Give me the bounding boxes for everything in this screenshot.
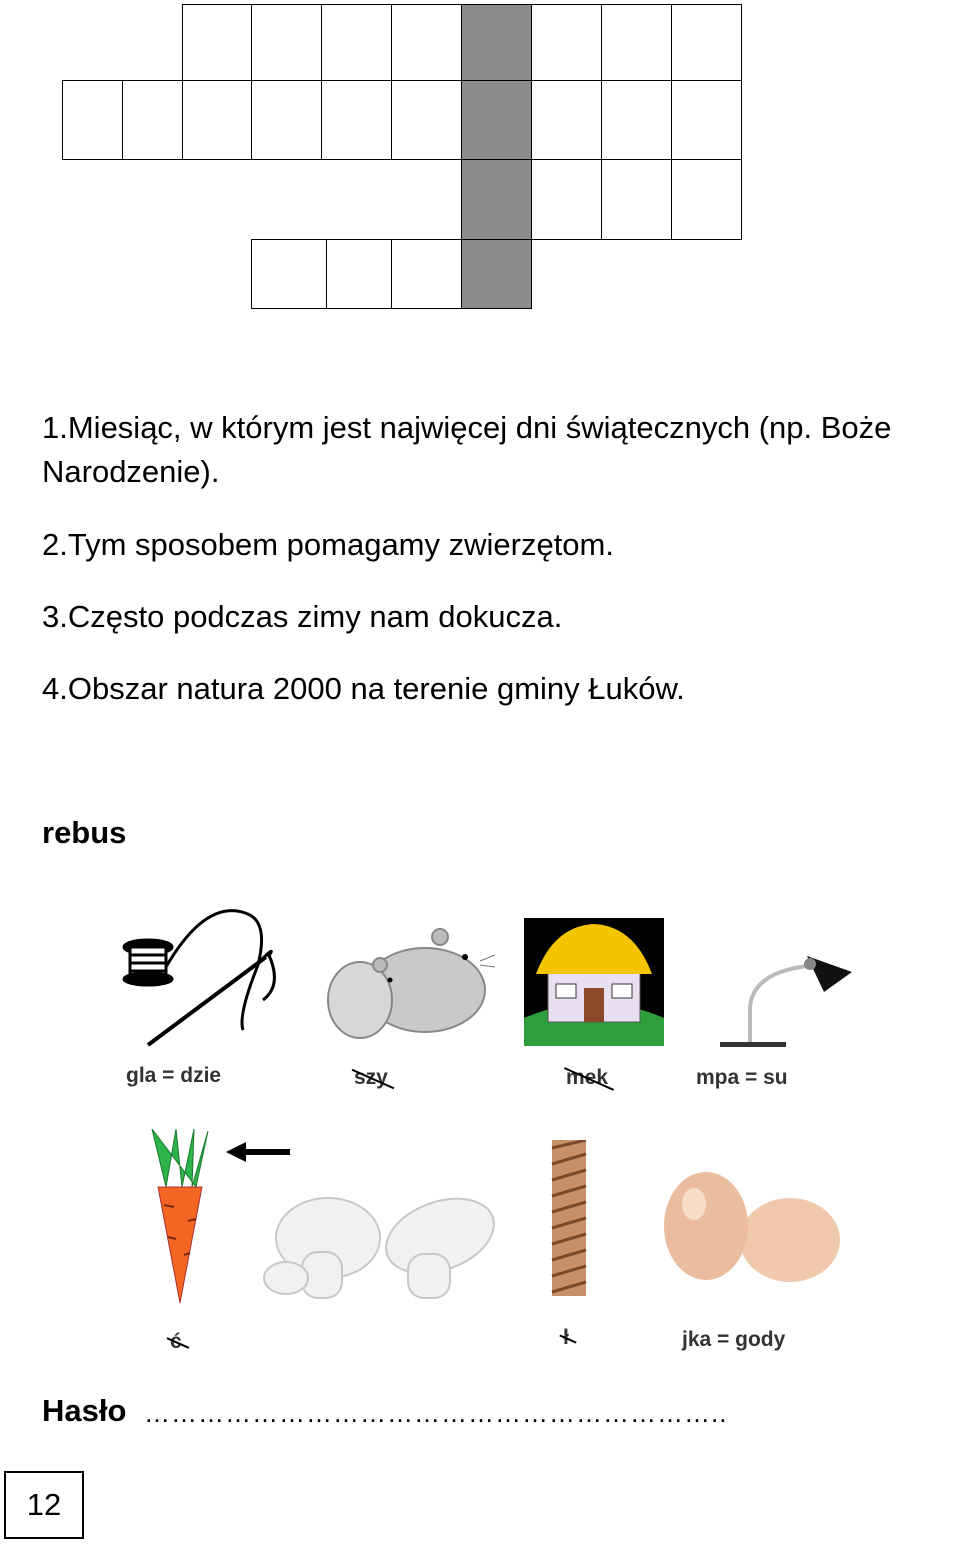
crossword-cell[interactable] bbox=[671, 80, 742, 160]
crossword-cell[interactable] bbox=[601, 4, 672, 81]
rebus-label-rope bbox=[563, 1326, 569, 1350]
left-arrow-icon bbox=[226, 1140, 290, 1164]
crossword-cell[interactable] bbox=[601, 80, 672, 160]
eggs-icon bbox=[660, 1170, 850, 1290]
crossword-cell[interactable] bbox=[601, 159, 672, 240]
desk-lamp-icon bbox=[712, 938, 860, 1050]
crossword-key-cell[interactable] bbox=[461, 4, 532, 81]
struck-letters: szy bbox=[354, 1066, 388, 1089]
crossword-cell[interactable] bbox=[531, 4, 602, 81]
crossword-cell[interactable] bbox=[671, 159, 742, 240]
clue-2: 2.Tym sposobem pomagamy zwierzętom. bbox=[42, 527, 614, 562]
crossword-cell[interactable] bbox=[391, 80, 462, 160]
hamster-icon bbox=[320, 925, 495, 1050]
crossword-cell[interactable] bbox=[391, 4, 462, 81]
crossword-cell[interactable] bbox=[251, 4, 322, 81]
carrot-icon bbox=[144, 1125, 214, 1307]
clue-4: 4.Obszar natura 2000 na terenie gminy Łuków. bbox=[42, 671, 685, 706]
page-number: 12 bbox=[4, 1471, 84, 1539]
crossword-key-cell[interactable] bbox=[461, 159, 532, 240]
struck-letters: ć bbox=[170, 1330, 182, 1353]
crossword-cell[interactable] bbox=[326, 239, 392, 309]
crossword-cell[interactable] bbox=[531, 80, 602, 160]
clue-1-line-2: Narodzenie). bbox=[42, 454, 220, 489]
rebus-label-lamp: mpa = su bbox=[696, 1066, 788, 1089]
needle-and-thread-icon bbox=[118, 905, 283, 1055]
answer-field[interactable]: ……………………………………………………….. bbox=[144, 1398, 728, 1428]
mushrooms-icon bbox=[258, 1192, 506, 1304]
clue-1-line-1: 1.Miesiąc, w którym jest najwięcej dni świątecznych (np. Boże bbox=[42, 410, 892, 445]
crossword-cell[interactable] bbox=[321, 4, 392, 81]
answer-label: Hasło bbox=[42, 1393, 127, 1428]
struck-letters: ł bbox=[563, 1326, 569, 1349]
rebus-heading: rebus bbox=[42, 815, 127, 850]
crossword-key-cell[interactable] bbox=[461, 239, 532, 309]
rebus-label-eggs: jka = gody bbox=[682, 1328, 786, 1351]
crossword-cell[interactable] bbox=[531, 159, 602, 240]
struck-letters: mek bbox=[566, 1066, 609, 1089]
crossword-cell[interactable] bbox=[182, 80, 252, 160]
crossword-key-cell[interactable] bbox=[461, 80, 532, 160]
clue-3: 3.Często podczas zimy nam dokucza. bbox=[42, 599, 563, 634]
crossword-cell[interactable] bbox=[391, 239, 462, 309]
rebus-label-carrot bbox=[170, 1330, 182, 1354]
crossword-cell[interactable] bbox=[182, 4, 252, 81]
crossword-cell[interactable] bbox=[62, 80, 123, 160]
crossword-cell[interactable] bbox=[122, 80, 183, 160]
rope-icon bbox=[550, 1140, 588, 1296]
crossword-cell[interactable] bbox=[251, 239, 327, 309]
crossword-cell[interactable] bbox=[671, 4, 742, 81]
house-icon bbox=[524, 918, 664, 1046]
crossword-cell[interactable] bbox=[321, 80, 392, 160]
rebus-label-hamster bbox=[354, 1066, 388, 1090]
rebus-label-needle: gla = dzie bbox=[126, 1064, 222, 1087]
rebus-label-house bbox=[566, 1066, 608, 1090]
crossword-cell[interactable] bbox=[251, 80, 322, 160]
